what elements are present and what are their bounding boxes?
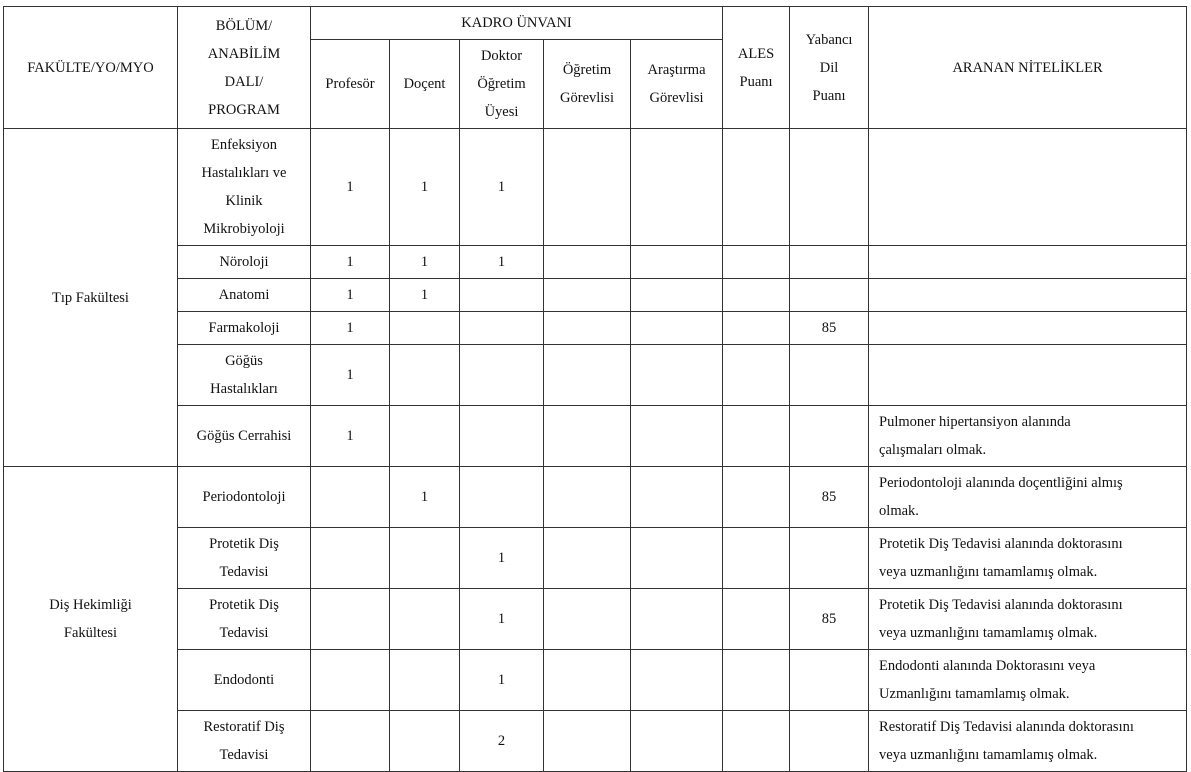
- foreign-language-cell: [790, 129, 869, 246]
- research-assistant-cell: [631, 246, 723, 279]
- table-row: [4, 528, 1187, 589]
- professor-cell: 1: [311, 129, 390, 246]
- doctor-faculty-cell: 1: [460, 650, 544, 711]
- ales-cell: [723, 650, 790, 711]
- foreign-language-cell: [790, 711, 869, 772]
- associate-cell: [390, 589, 460, 650]
- header-cadre-group: KADRO ÜNVANI: [311, 7, 723, 40]
- lecturer-cell: [544, 528, 631, 589]
- department-cell: Periodontoloji: [178, 467, 311, 528]
- associate-cell: 1: [390, 246, 460, 279]
- ales-cell: [723, 246, 790, 279]
- doctor-faculty-cell: 1: [460, 589, 544, 650]
- department-cell: Göğüs Cerrahisi: [178, 406, 311, 467]
- faculty-cell: Diş Hekimliği Fakültesi: [4, 467, 178, 772]
- qualifications-cell: [869, 129, 1187, 246]
- associate-cell: [390, 312, 460, 345]
- research-assistant-cell: [631, 589, 723, 650]
- department-cell: Endodonti: [178, 650, 311, 711]
- lecturer-cell: [544, 650, 631, 711]
- professor-cell: 1: [311, 406, 390, 467]
- foreign-language-cell: 85: [790, 312, 869, 345]
- associate-cell: [390, 711, 460, 772]
- header-qualifications: ARANAN NİTELİKLER: [869, 7, 1187, 129]
- department-cell: Farmakoloji: [178, 312, 311, 345]
- foreign-language-cell: [790, 279, 869, 312]
- department-cell: Göğüs Hastalıkları: [178, 345, 311, 406]
- associate-cell: [390, 650, 460, 711]
- lecturer-cell: [544, 129, 631, 246]
- ales-cell: [723, 528, 790, 589]
- research-assistant-cell: [631, 650, 723, 711]
- ales-cell: [723, 312, 790, 345]
- professor-cell: [311, 589, 390, 650]
- foreign-language-cell: 85: [790, 467, 869, 528]
- doctor-faculty-cell: [460, 312, 544, 345]
- department-cell: Protetik Diş Tedavisi: [178, 589, 311, 650]
- ales-cell: [723, 279, 790, 312]
- doctor-faculty-cell: [460, 345, 544, 406]
- ales-cell: [723, 467, 790, 528]
- table-header: [4, 7, 1187, 129]
- header-faculty: FAKÜLTE/YO/MYO: [4, 7, 178, 129]
- faculty-cell: Tıp Fakültesi: [4, 129, 178, 467]
- professor-cell: 1: [311, 279, 390, 312]
- lecturer-cell: [544, 345, 631, 406]
- doctor-faculty-cell: [460, 467, 544, 528]
- table-body: [4, 129, 1187, 772]
- foreign-language-cell: [790, 406, 869, 467]
- table-row: [4, 650, 1187, 711]
- doctor-faculty-cell: 2: [460, 711, 544, 772]
- header-doctor-faculty: Doktor Öğretim Üyesi: [460, 40, 544, 129]
- qualifications-cell: Endodonti alanında Doktorasını veya Uzmanlığını tamamlamış olmak.: [869, 650, 1187, 711]
- table-row: [4, 345, 1187, 406]
- qualifications-cell: Protetik Diş Tedavisi alanında doktorasını veya uzmanlığını tamamlamış olmak.: [869, 528, 1187, 589]
- ales-cell: [723, 589, 790, 650]
- header-lecturer: Öğretim Görevlisi: [544, 40, 631, 129]
- ales-cell: [723, 711, 790, 772]
- header-associate: Doçent: [390, 40, 460, 129]
- foreign-language-cell: 85: [790, 589, 869, 650]
- foreign-language-cell: [790, 345, 869, 406]
- department-cell: Nöroloji: [178, 246, 311, 279]
- lecturer-cell: [544, 246, 631, 279]
- research-assistant-cell: [631, 467, 723, 528]
- lecturer-cell: [544, 312, 631, 345]
- table-row: [4, 312, 1187, 345]
- header-foreign-language: Yabancı Dil Puanı: [790, 7, 869, 129]
- associate-cell: 1: [390, 279, 460, 312]
- foreign-language-cell: [790, 246, 869, 279]
- header-research-assistant: Araştırma Görevlisi: [631, 40, 723, 129]
- qualifications-cell: [869, 279, 1187, 312]
- ales-cell: [723, 345, 790, 406]
- lecturer-cell: [544, 467, 631, 528]
- doctor-faculty-cell: [460, 406, 544, 467]
- qualifications-cell: [869, 312, 1187, 345]
- doctor-faculty-cell: [460, 279, 544, 312]
- associate-cell: [390, 345, 460, 406]
- table-row: [4, 589, 1187, 650]
- header-department: BÖLÜM/ ANABİLİM DALI/ PROGRAM: [178, 7, 311, 129]
- department-cell: Restoratif Diş Tedavisi: [178, 711, 311, 772]
- associate-cell: 1: [390, 129, 460, 246]
- table-row: [4, 279, 1187, 312]
- associate-cell: [390, 406, 460, 467]
- department-cell: Enfeksiyon Hastalıkları ve Klinik Mikrobiyoloji: [178, 129, 311, 246]
- professor-cell: 1: [311, 345, 390, 406]
- research-assistant-cell: [631, 345, 723, 406]
- header-ales: ALES Puanı: [723, 7, 790, 129]
- lecturer-cell: [544, 711, 631, 772]
- research-assistant-cell: [631, 312, 723, 345]
- lecturer-cell: [544, 589, 631, 650]
- staff-positions-table: [3, 6, 1187, 772]
- professor-cell: [311, 467, 390, 528]
- qualifications-cell: [869, 345, 1187, 406]
- lecturer-cell: [544, 406, 631, 467]
- table-row: [4, 711, 1187, 772]
- research-assistant-cell: [631, 711, 723, 772]
- associate-cell: [390, 528, 460, 589]
- research-assistant-cell: [631, 528, 723, 589]
- ales-cell: [723, 129, 790, 246]
- table-row: [4, 406, 1187, 467]
- department-cell: Anatomi: [178, 279, 311, 312]
- table-row: [4, 467, 1187, 528]
- professor-cell: 1: [311, 312, 390, 345]
- research-assistant-cell: [631, 279, 723, 312]
- doctor-faculty-cell: 1: [460, 129, 544, 246]
- lecturer-cell: [544, 279, 631, 312]
- research-assistant-cell: [631, 129, 723, 246]
- foreign-language-cell: [790, 528, 869, 589]
- professor-cell: [311, 711, 390, 772]
- professor-cell: 1: [311, 246, 390, 279]
- research-assistant-cell: [631, 406, 723, 467]
- doctor-faculty-cell: 1: [460, 528, 544, 589]
- table-row: [4, 246, 1187, 279]
- qualifications-cell: Protetik Diş Tedavisi alanında doktorasını veya uzmanlığını tamamlamış olmak.: [869, 589, 1187, 650]
- header-professor: Profesör: [311, 40, 390, 129]
- qualifications-cell: Restoratif Diş Tedavisi alanında doktorasını veya uzmanlığını tamamlamış olmak.: [869, 711, 1187, 772]
- department-cell: Protetik Diş Tedavisi: [178, 528, 311, 589]
- ales-cell: [723, 406, 790, 467]
- qualifications-cell: Pulmoner hipertansiyon alanında çalışmaları olmak.: [869, 406, 1187, 467]
- qualifications-cell: Periodontoloji alanında doçentliğini almış olmak.: [869, 467, 1187, 528]
- professor-cell: [311, 650, 390, 711]
- table-row: [4, 129, 1187, 246]
- doctor-faculty-cell: 1: [460, 246, 544, 279]
- associate-cell: 1: [390, 467, 460, 528]
- professor-cell: [311, 528, 390, 589]
- qualifications-cell: [869, 246, 1187, 279]
- foreign-language-cell: [790, 650, 869, 711]
